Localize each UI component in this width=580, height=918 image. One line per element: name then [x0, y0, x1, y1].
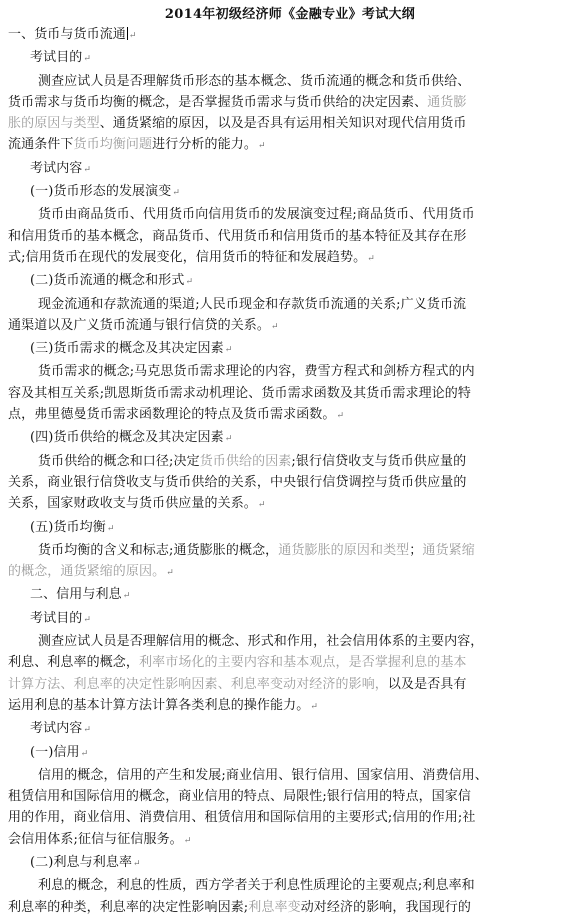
text-segment: (三)货币需求的概念及其决定因素: [30, 341, 224, 357]
highlighted-text: 通货膨胀的原因和类型: [278, 542, 410, 558]
text-segment: 容及其相互关系;凯恩斯货币需求动机理论、货币需求函数及其货币需求理论的特: [8, 385, 471, 401]
text-segment: 货币需求的概念;马克思货币需求理论的内容，费雪方程式和剑桥方程式的内: [38, 364, 475, 380]
text-segment: 考试内容: [30, 160, 83, 176]
text-segment: 测查应试人员是否理解信用的概念、形式和作用，社会信用体系的主要内容，: [38, 634, 484, 650]
text-line: [8, 315, 572, 338]
text-segment: 信用的概念，信用的产生和发展;商业信用、银行信用、国家信用、消费信用、: [38, 767, 488, 783]
highlighted-text: 计算方法、利息率的决定性影响因素、利息率变动对经济的影响，: [8, 676, 388, 692]
text-line: [8, 652, 572, 673]
text-segment: 运用利息的基本计算方法计算各类利息的操作能力。: [8, 697, 310, 713]
text-line: [8, 47, 572, 70]
paragraph-mark-icon: ↵: [83, 725, 92, 736]
text-segment: 通渠道以及广义货币流通与银行信贷的关系。: [8, 317, 271, 333]
highlighted-text: 货币供给的因素: [199, 453, 292, 469]
text-segment: ；: [409, 542, 423, 558]
text-line: [8, 829, 572, 852]
text-segment: 会信用体系;征信与征信服务。: [8, 831, 183, 847]
text-segment: 一、货币与货币流通: [8, 27, 126, 42]
text-segment: 现金流通和存款流通的渠道;人民币现金和存款货币流通的关系;广义货币流: [38, 296, 467, 312]
text-segment: 关系，国家财政收支与货币供应量的关系。: [8, 496, 257, 512]
text-line: [8, 113, 572, 134]
text-line: [8, 92, 572, 113]
text-line: [8, 404, 572, 427]
text-segment: 货币供给的概念和口径;决定: [38, 453, 200, 469]
text-line: [8, 204, 572, 225]
text-line: [8, 517, 572, 540]
text-line: [8, 294, 572, 315]
text-segment: 租赁信用和国际信用的概念，商业信用的特点、局限性;银行信用的特点，国家信: [8, 789, 471, 805]
text-segment: 考试目的: [30, 50, 83, 66]
text-segment: 利息、利息率的概念，: [8, 655, 140, 671]
text-line: [8, 786, 572, 807]
text-line: [8, 472, 572, 493]
text-segment: 关系，商业银行信贷收支与货币供给的关系，中央银行信贷调控与货币供应量的: [8, 474, 467, 490]
text-segment: (二)货币流通的概念和形式: [30, 273, 185, 289]
highlighted-text: 货币均衡问题: [73, 137, 153, 153]
text-segment: (二)利息与利息率: [30, 854, 133, 870]
text-segment: 以及是否具有: [387, 676, 467, 692]
text-segment: (五)货币均衡: [30, 519, 106, 535]
text-line: [8, 852, 572, 875]
text-segment: ;银行信贷收支与货币供应量的: [291, 453, 467, 469]
paragraph-mark-icon: ↵: [83, 614, 92, 625]
paragraph-mark-icon: ↵: [271, 321, 279, 332]
paragraph-mark-icon: ↵: [133, 858, 141, 869]
text-line: [8, 71, 572, 92]
paragraph-mark-icon: ↵: [83, 54, 92, 65]
paragraph-mark-icon: ↵: [80, 748, 89, 759]
text-line: [8, 427, 572, 450]
text-segment: 利息的概念，利息的性质，西方学者关于利息性质理论的主要观点;利息率和: [38, 878, 475, 894]
text-segment: (一)信用: [30, 744, 80, 760]
text-line: [8, 561, 572, 584]
highlighted-text: 利息率变: [248, 899, 301, 915]
paragraph-mark-icon: ↵: [122, 591, 131, 602]
text-segment: 货币需求与货币均衡的概念，是否掌握货币需求与货币供给的决定因素、: [8, 94, 428, 110]
text-segment: 式;信用货币在现代的发展变化，信用货币的特征和发展趋势。: [8, 249, 367, 265]
text-line: [8, 897, 572, 918]
text-line: [8, 674, 572, 695]
highlighted-text: 的概念，通货紧缩的原因。: [8, 564, 166, 580]
text-segment: 点，弗里德曼货币需求函数理论的特点及货币需求函数。: [8, 407, 336, 423]
text-segment: 货币均衡的含义和标志;通货膨胀的概念，: [38, 542, 279, 558]
paragraph-mark-icon: ↵: [83, 164, 92, 175]
text-line: [8, 158, 572, 181]
paragraph-mark-icon: ↵: [172, 188, 180, 199]
paragraph-mark-icon: ↵: [336, 411, 345, 422]
text-line: [8, 742, 572, 765]
text-line: [8, 451, 572, 472]
text-line: [8, 134, 572, 157]
text-line: [8, 695, 572, 718]
text-line: [8, 584, 572, 607]
highlighted-text: 胀的原因与类型: [8, 116, 100, 132]
text-segment: (四)货币供给的概念及其决定因素: [30, 430, 224, 446]
text-line: [8, 383, 572, 404]
text-segment: 和信用货币的基本概念，商品货币、代用货币和信用货币的基本特征及其存在形: [8, 228, 467, 244]
paragraph-mark-icon: ↵: [224, 345, 233, 356]
text-line: [8, 608, 572, 631]
paragraph-mark-icon: ↵: [310, 701, 318, 712]
document-title: 2014年初级经济师《金融专业》考试大纲: [164, 7, 416, 22]
text-segment: 货币由商品货币、代用货币向信用货币的发展演变过程;商品货币、代用货币: [38, 207, 475, 223]
text-line: [8, 181, 572, 204]
document-body: [8, 24, 572, 918]
paragraph-mark-icon: ↵: [224, 434, 233, 445]
text-segment: 动对经济的影响，我国现行的: [300, 899, 471, 915]
text-line: [8, 631, 572, 652]
text-segment: 测查应试人员是否理解货币形态的基本概念、货币流通的概念和货币供给、: [38, 73, 471, 89]
text-line: [8, 493, 572, 516]
text-line: [8, 338, 572, 361]
paragraph-mark-icon: ↵: [367, 253, 375, 264]
text-line: [8, 247, 572, 270]
text-segment: 利息率的种类，利息率的决定性影响因素;: [8, 899, 249, 915]
text-segment: 、通货紧缩的原因，以及是否具有运用相关知识对现代信用货币: [99, 116, 467, 132]
text-line: [8, 807, 572, 828]
text-line: [8, 270, 572, 293]
text-segment: 用的作用，商业信用、消费信用、租赁信用和国际信用的主要形式;信用的作用;社: [8, 810, 476, 826]
paragraph-mark-icon: ↵: [183, 835, 192, 846]
text-segment: (一)货币形态的发展演变: [30, 184, 172, 200]
text-line: [8, 875, 572, 896]
text-line: [8, 718, 572, 741]
text-cursor: [127, 27, 128, 40]
highlighted-text: 通货紧缩: [422, 542, 475, 558]
text-line: [8, 540, 572, 561]
text-line: [8, 226, 572, 247]
text-line: [8, 765, 572, 786]
text-segment: 进行分析的能力。: [152, 137, 257, 153]
highlighted-text: 通货膨: [427, 94, 467, 110]
text-segment: 考试目的: [30, 610, 83, 626]
text-segment: 考试内容: [30, 721, 83, 737]
paragraph-mark-icon: ↵: [106, 523, 115, 534]
highlighted-text: 利率市场化的主要内容和基本观点，是否掌握利息的基本: [139, 655, 467, 671]
paragraph-mark-icon: ↵: [257, 141, 266, 152]
text-line: [8, 24, 572, 47]
text-line: [8, 361, 572, 382]
text-segment: 二、信用与利息: [30, 587, 122, 603]
text-segment: 流通条件下: [8, 137, 74, 153]
paragraph-mark-icon: ↵: [185, 277, 194, 288]
paragraph-mark-icon: ↵: [166, 568, 174, 579]
paragraph-mark-icon: ↵: [257, 500, 266, 511]
paragraph-mark-icon: ↵: [128, 31, 137, 41]
